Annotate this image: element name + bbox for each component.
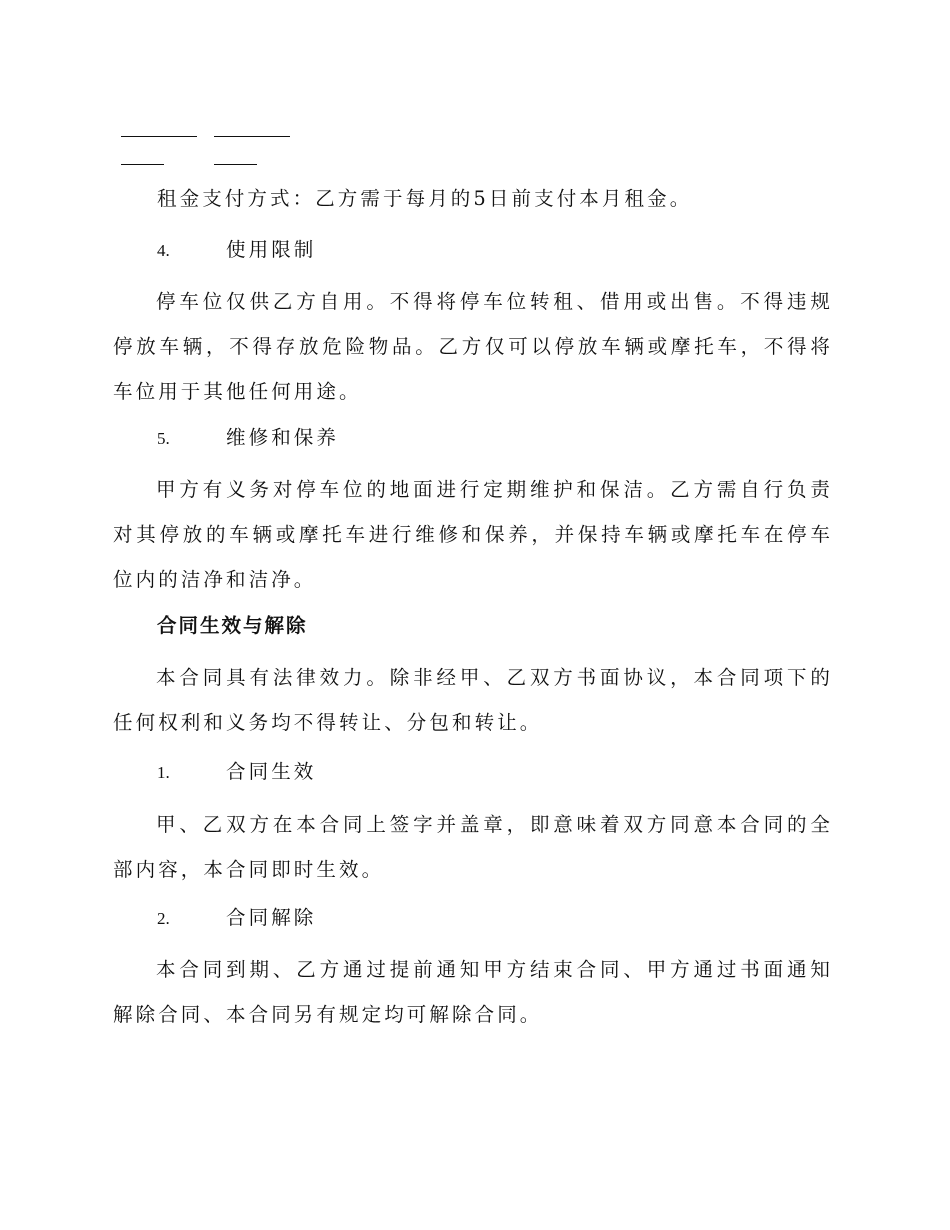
maintenance-title: 维修和保养	[226, 426, 340, 449]
maintenance-number: 5.	[157, 429, 170, 448]
usage-body: 停车位仅供乙方自用。不得将停车位转租、借用或出售。不得违规停放车辆，不得存放危险物品。乙方仅可以停放车辆或摩托车，不得将车位用于其他任何用途。	[113, 290, 833, 403]
effective-title: 合同生效	[226, 760, 317, 783]
blank-line-1b	[214, 136, 290, 137]
payment-method-line: 租金支付方式：乙方需于每月的5日前支付本月租金。	[157, 187, 693, 210]
blank-line-2b	[214, 164, 257, 165]
termination-title: 合同解除	[226, 906, 317, 929]
termination-body: 本合同到期、乙方通过提前通知甲方结束合同、甲方通过书面通知解除合同、本合同另有规定均可解除合同。	[113, 958, 833, 1026]
maintenance-body: 甲方有义务对停车位的地面进行定期维护和保洁。乙方需自行负责对其停放的车辆或摩托车进行维修和保养，并保持车辆或摩托车在停车位内的洁净和洁净。	[113, 478, 833, 591]
usage-title: 使用限制	[226, 238, 317, 261]
blank-line-1a	[121, 136, 197, 137]
usage-number: 4.	[157, 241, 170, 260]
blank-line-2a	[121, 164, 164, 165]
effective-body: 甲、乙双方在本合同上签字并盖章，即意味着双方同意本合同的全部内容，本合同即时生效。	[113, 813, 833, 881]
effect-section-body: 本合同具有法律效力。除非经甲、乙双方书面协议，本合同项下的任何权利和义务均不得转让、分包和转让。	[113, 666, 833, 734]
termination-number: 2.	[157, 909, 170, 928]
effective-number: 1.	[157, 763, 170, 782]
section-heading-effect-termination: 合同生效与解除	[157, 614, 308, 637]
